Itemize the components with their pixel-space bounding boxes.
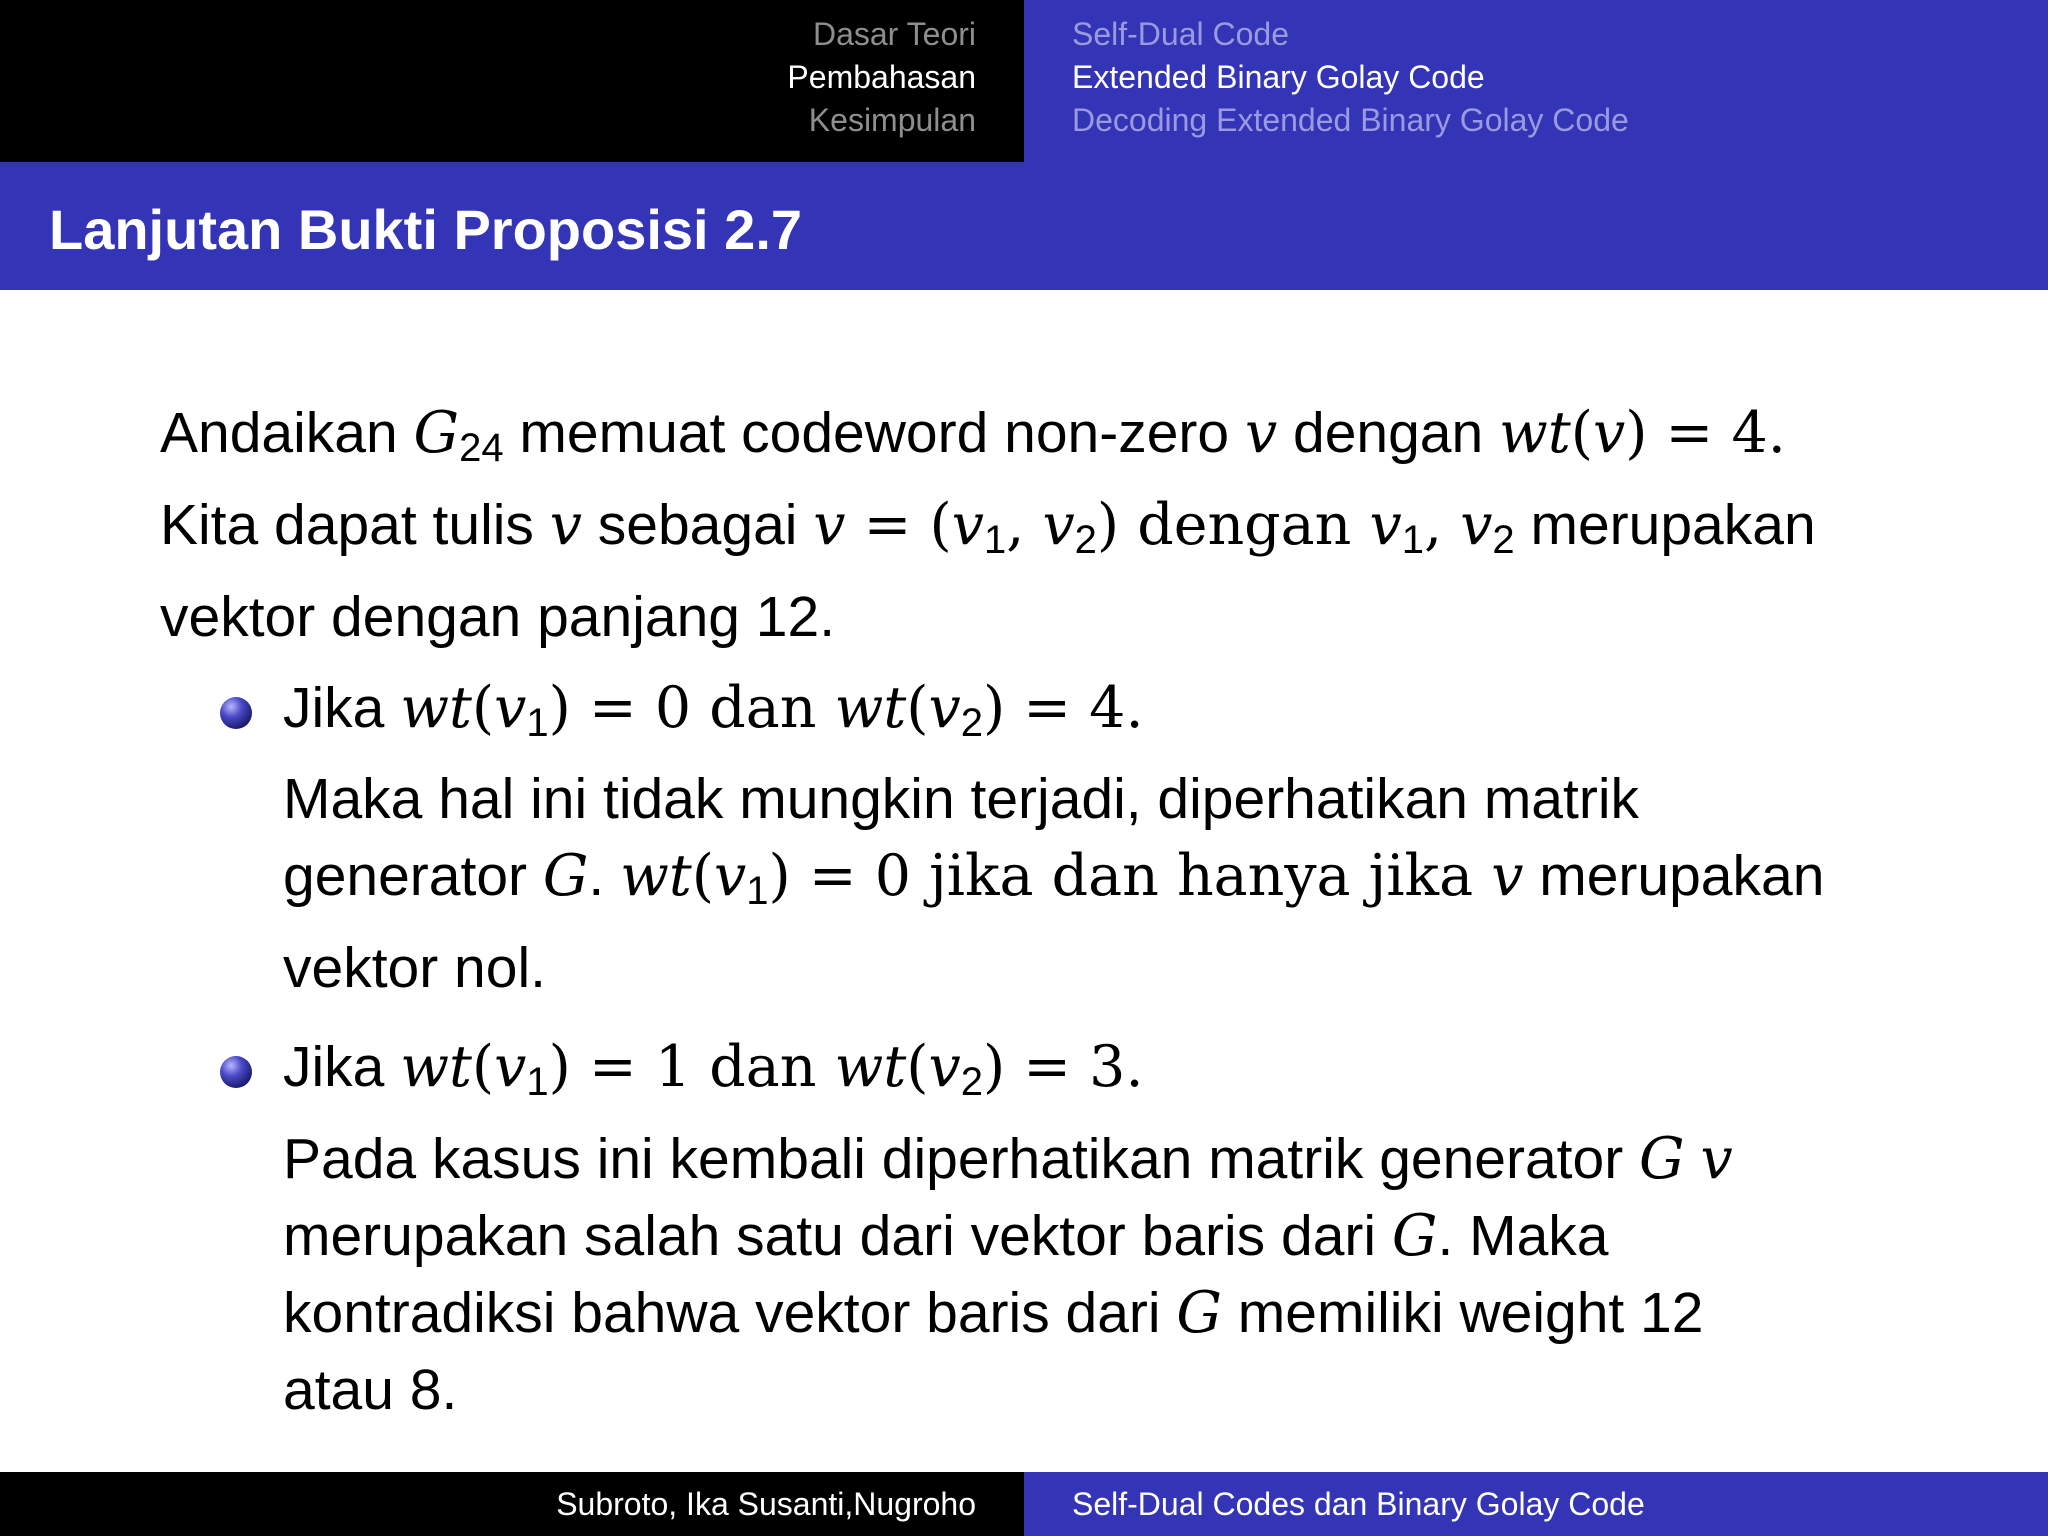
math-var: v — [928, 1034, 961, 1101]
math-subscript: 1 — [746, 869, 769, 914]
text: merupakan salah satu dari vektor baris dari — [283, 1203, 1392, 1268]
footer-title-box — [1024, 1472, 2048, 1536]
math-var: v — [951, 491, 984, 558]
footer-talk-title: Self-Dual Codes dan Binary Golay Code — [1072, 1486, 1645, 1522]
bullet2-heading — [283, 1029, 1920, 1121]
math-var: wt — [834, 1034, 907, 1101]
math-subscript: 24 — [459, 425, 504, 470]
math-subscript: 2 — [1074, 517, 1097, 562]
text: memiliki weight 12 — [1221, 1280, 1704, 1345]
math-symbol: ( — [471, 674, 495, 741]
bullet-list — [160, 670, 1920, 1429]
math-var: wt — [834, 674, 907, 741]
math-symbol: ) dengan — [1096, 491, 1370, 558]
text: . — [588, 844, 621, 909]
math-symbol: ( — [691, 843, 715, 910]
bullet2-line-4 — [283, 1275, 1920, 1352]
math-var: v — [1460, 491, 1493, 558]
list-item — [160, 670, 1920, 1008]
intro-line-1 — [160, 395, 1920, 487]
frame-title-bar — [0, 162, 2048, 290]
nav-section-kesimpulan[interactable]: Kesimpulan — [808, 102, 976, 138]
math-subscript: 2 — [1492, 517, 1515, 562]
text: Pada kasus ini kembali diperhatikan matrik generator — [283, 1126, 1640, 1191]
math-subscript: 2 — [960, 700, 983, 745]
nav-subsection-decoding[interactable]: Decoding Extended Binary Golay Code — [1072, 102, 1629, 138]
nav-section-dasar-teori[interactable]: Dasar Teori — [812, 16, 976, 52]
math-subscript: 1 — [526, 700, 549, 745]
nav-section-pembahasan[interactable]: Pembahasan — [787, 59, 976, 95]
header-navigation — [0, 0, 2048, 162]
intro-line-2 — [160, 487, 1920, 579]
text: memuat codeword non-zero — [503, 401, 1245, 465]
math-var: v — [1700, 1125, 1733, 1192]
math-symbol: ( — [906, 1034, 929, 1101]
bullet1-line-2: Maka hal ini tidak mungkin terjadi, diperhatikan matrik — [283, 767, 1639, 832]
math-var: wt — [1499, 400, 1571, 466]
math-symbol: ( — [906, 674, 929, 741]
math-var: v — [549, 491, 582, 558]
math-var: G — [1391, 1202, 1438, 1269]
math-var: G — [1639, 1125, 1685, 1192]
math-symbol: , — [1006, 491, 1043, 558]
math-var: v — [1593, 400, 1626, 466]
math-var: G — [1176, 1279, 1222, 1346]
bullet2-line-3 — [283, 1198, 1920, 1275]
math-symbol: ) = 3. — [982, 1034, 1144, 1101]
bullet2-line-2 — [283, 1121, 1920, 1198]
subsection-navigation — [1024, 0, 2048, 162]
math-var: G — [542, 843, 589, 910]
math-subscript: 1 — [1401, 517, 1424, 562]
text — [1685, 1127, 1701, 1191]
text: sebagai — [581, 492, 814, 557]
bullet1-heading — [283, 670, 1920, 762]
math-symbol: ) = 0 jika dan hanya jika — [768, 843, 1492, 910]
section-navigation — [0, 0, 1024, 162]
math-var: v — [494, 1034, 527, 1101]
list-item — [160, 1029, 1920, 1429]
footer-authors: Subroto, Ika Susanti,Nugroho — [556, 1486, 976, 1522]
math-subscript: 1 — [526, 1059, 549, 1104]
text: merupakan — [1514, 492, 1816, 557]
math-symbol: = ( — [845, 491, 952, 558]
math-var: v — [1244, 400, 1278, 466]
text: . Maka — [1437, 1203, 1609, 1268]
bullet-ball-icon — [220, 1056, 252, 1088]
math-symbol: ) = 4. — [1625, 400, 1786, 466]
bullet-ball-icon — [220, 697, 252, 729]
text: dengan — [1277, 401, 1500, 465]
text: kontradiksi bahwa vektor baris dari — [283, 1280, 1177, 1345]
text: generator — [283, 844, 543, 909]
math-var: v — [813, 491, 846, 558]
math-var: G — [413, 400, 460, 466]
math-var: v — [494, 674, 527, 741]
bullet1-line-4: vektor nol. — [283, 936, 546, 1001]
math-var: wt — [400, 674, 472, 741]
math-var: v — [1369, 491, 1402, 558]
bullet2-line-5: atau 8. — [283, 1357, 458, 1422]
math-var: v — [1042, 491, 1075, 558]
slide-content — [160, 395, 1920, 1429]
nav-subsection-self-dual-code[interactable]: Self-Dual Code — [1072, 16, 1289, 52]
frame-title: Lanjutan Bukti Proposisi 2.7 — [49, 198, 803, 261]
footer-authors-box — [0, 1472, 1024, 1536]
footer — [0, 1472, 2048, 1536]
math-symbol: ) = 1 dan — [548, 1034, 835, 1101]
intro-line-3: vektor dengan panjang 12. — [160, 584, 836, 649]
math-var: v — [714, 843, 747, 910]
nav-subsection-extended-binary-golay-code[interactable]: Extended Binary Golay Code — [1072, 59, 1485, 95]
math-var: v — [928, 674, 961, 741]
math-symbol: ) = 0 dan — [548, 674, 835, 741]
math-symbol: ( — [471, 1034, 495, 1101]
math-subscript: 1 — [983, 517, 1007, 562]
math-var: wt — [400, 1034, 472, 1101]
math-symbol: , — [1423, 491, 1461, 558]
text: Jika — [283, 675, 401, 740]
text: merupakan — [1523, 844, 1825, 909]
bullet1-line-3 — [283, 838, 1920, 930]
intro-paragraph — [160, 395, 1920, 656]
math-symbol: ( — [1570, 400, 1593, 466]
math-var: wt — [620, 843, 692, 910]
text: Kita dapat tulis — [160, 492, 550, 557]
math-symbol: ) = 4. — [982, 674, 1144, 741]
math-subscript: 2 — [960, 1059, 983, 1104]
text: Andaikan — [160, 401, 414, 465]
text: Jika — [283, 1035, 401, 1100]
math-var: v — [1491, 843, 1524, 910]
